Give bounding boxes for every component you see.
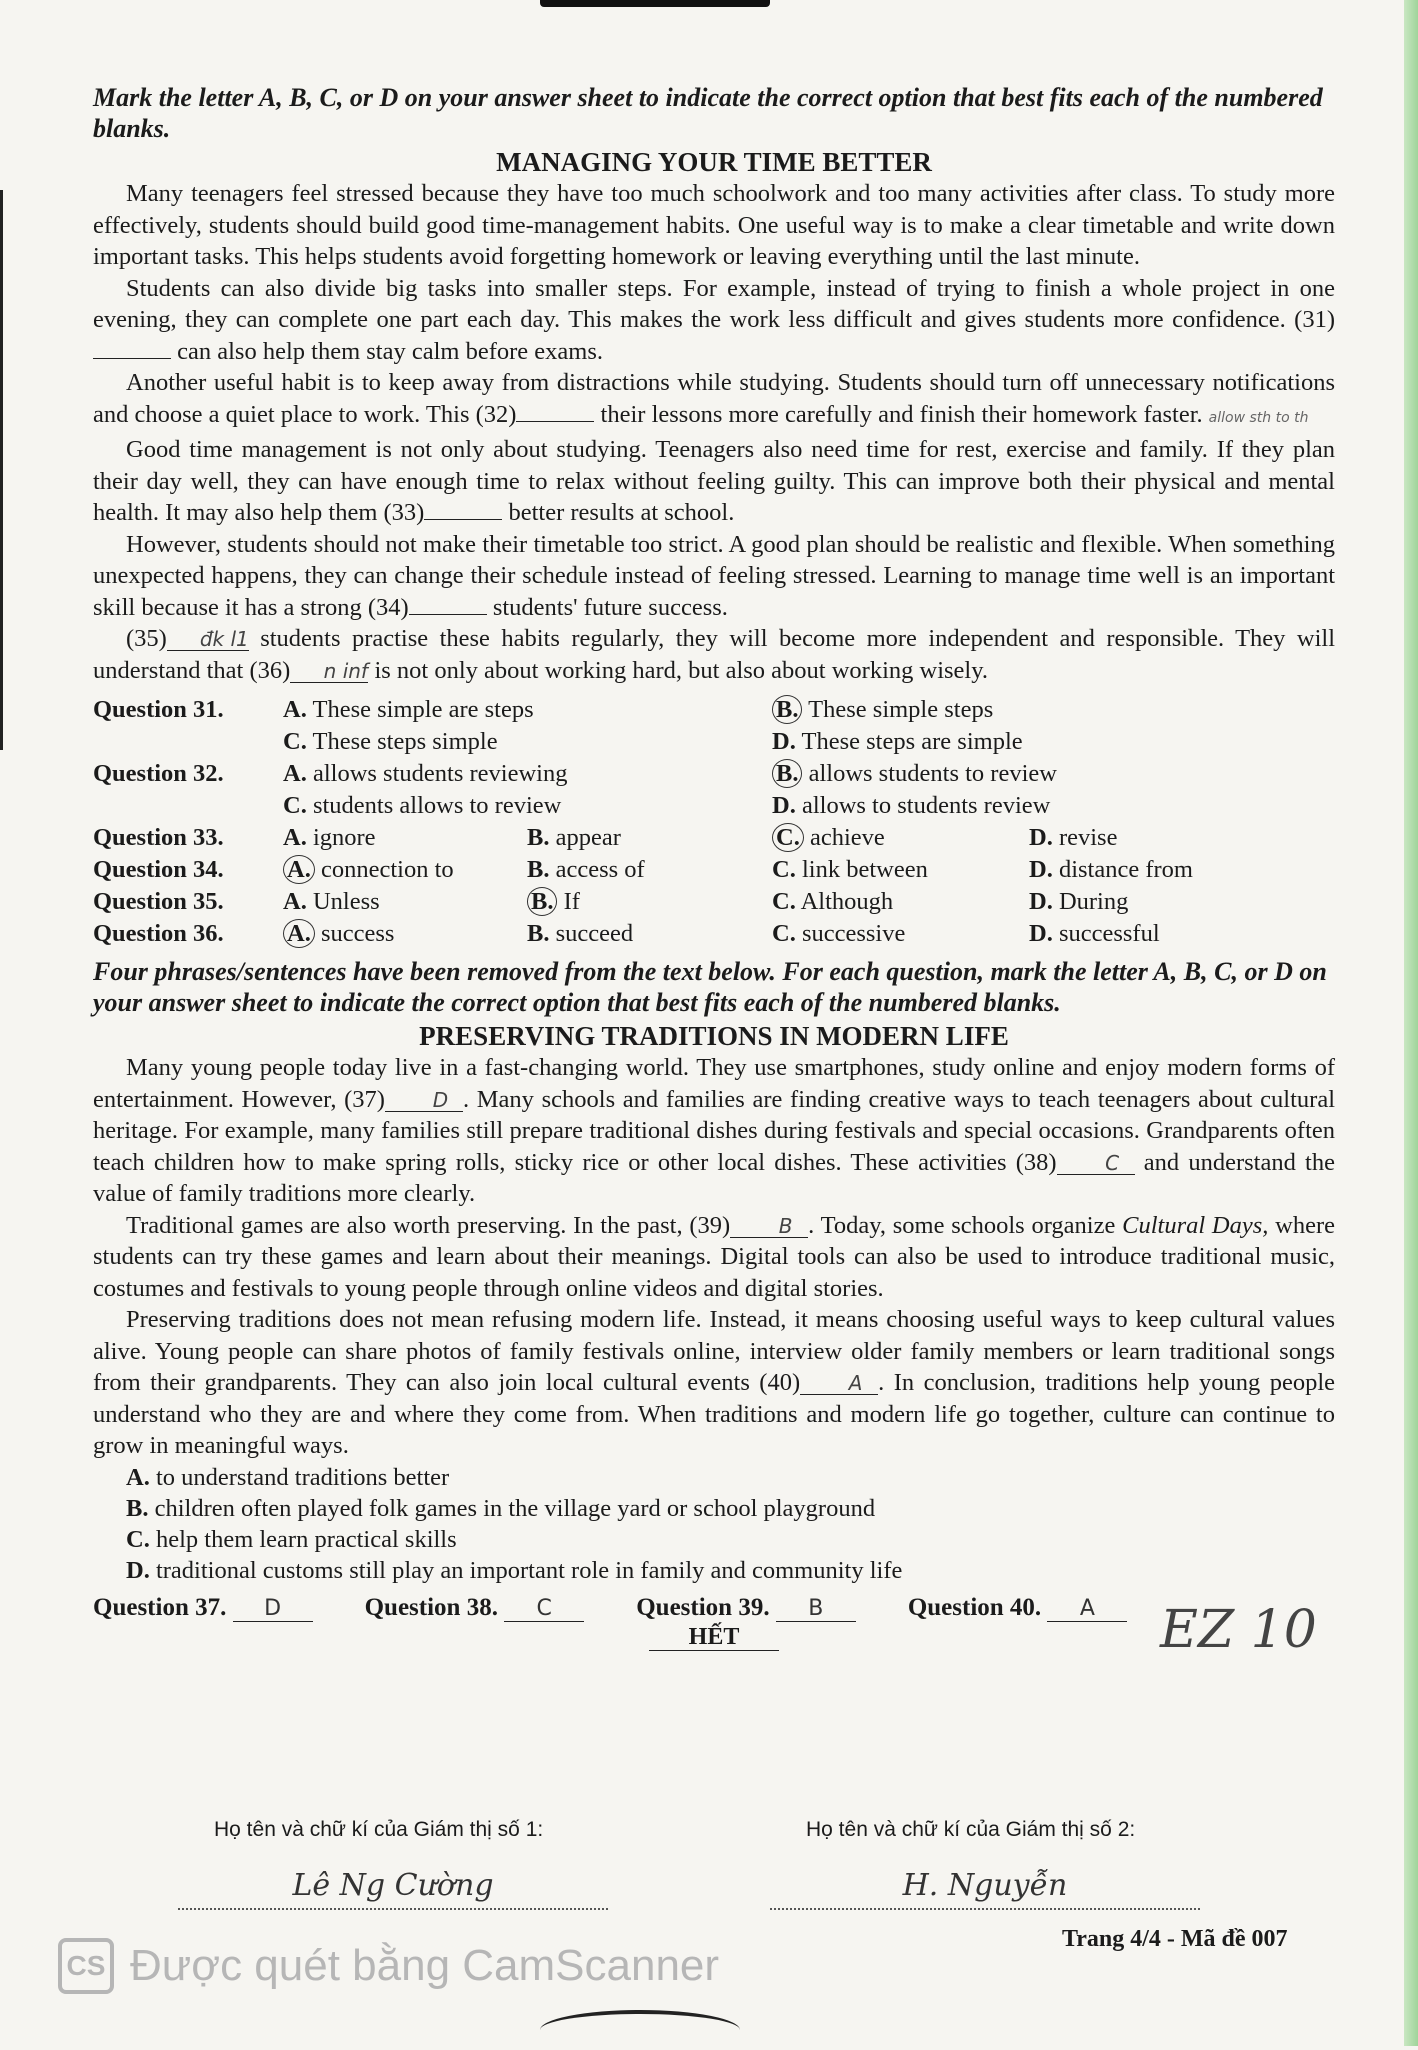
passage1-paragraph-5: However, students should not make their timetable too strict. A good plan should be realistic and flexible. When something unexpected happens, they can change their schedule instead of feeling stressed. Learning to manage time well is an important skill because it has a strong (34) students' future success. bbox=[93, 530, 1335, 621]
blank-34[interactable] bbox=[409, 614, 487, 615]
question-row bbox=[93, 694, 1329, 726]
camscanner-logo-icon: CS bbox=[58, 1938, 114, 1994]
section2-title: PRESERVING TRADITIONS IN MODERN LIFE bbox=[419, 1021, 1009, 1051]
q34-option-d[interactable]: D. distance from bbox=[1029, 856, 1193, 883]
score-note: EZ 10 bbox=[1160, 1600, 1317, 1660]
question-row bbox=[93, 758, 1329, 790]
answer-39-field[interactable]: B bbox=[776, 1596, 856, 1622]
question-number: Question 36. bbox=[93, 920, 224, 947]
scan-artifact-bottom bbox=[540, 2010, 740, 2050]
q33-option-b[interactable]: B. appear bbox=[527, 824, 621, 851]
scan-artifact-top bbox=[540, 0, 770, 7]
proctor-2-label: Họ tên và chữ kí của Giám thị số 2: bbox=[806, 1818, 1136, 1841]
q36-option-a[interactable]: A. success bbox=[283, 920, 394, 948]
question-number: Question 35. bbox=[93, 888, 224, 915]
passage2-paragraph-2: Traditional games are also worth preserving. In the past, (39) B . Today, some schools organize Cultural Days, where students can try these games and learn about their meanings. Digital tools can also be used to introduce traditional music, costumes and festivals to young people through online videos and digital stories. bbox=[93, 1211, 1335, 1302]
q32-option-d[interactable]: D. allows to students review bbox=[772, 792, 1051, 819]
page-id: Trang 4/4 - Mã đề 007 bbox=[1062, 1926, 1288, 1952]
proctor-1-label: Họ tên và chữ kí của Giám thị số 1: bbox=[214, 1818, 544, 1841]
scan-edge bbox=[1404, 0, 1418, 2046]
blank-32[interactable] bbox=[516, 421, 594, 422]
blank-31[interactable] bbox=[93, 358, 171, 359]
answer-40: Question 40. A bbox=[908, 1594, 1128, 1622]
question-number bbox=[93, 790, 283, 822]
answer-39: Question 39. B bbox=[636, 1594, 856, 1622]
proctor-2-signature: H. Nguyễn bbox=[770, 1866, 1200, 1910]
q34-option-c[interactable]: C. link between bbox=[772, 856, 928, 883]
section1-title: MANAGING YOUR TIME BETTER bbox=[496, 147, 932, 177]
question-row bbox=[93, 822, 1329, 854]
question-table bbox=[93, 694, 1329, 950]
passage2-paragraph-1: Many young people today live in a fast-changing world. They use smartphones, study online and enjoy modern forms of entertainment. However, (37) D . Many schools and families are finding creative ways to teach teenagers about cultural heritage. For example, many families still prepare traditional dishes during festivals and special occasions. Grandparents often teach children how to make spring rolls, sticky rice or other local dishes. These activities (38) C and understand the value of family traditions more clearly. bbox=[93, 1054, 1335, 1207]
answer-row bbox=[93, 1594, 1335, 1622]
section2-instruction: Four phrases/sentences have been removed from the text below. For each question, mark the letter A, B, C, or D on your answer sheet to indicate the correct option that best fits each of the numbered blanks. bbox=[93, 957, 1327, 1017]
q35-option-b[interactable]: B. If bbox=[527, 888, 580, 916]
q32-option-c[interactable]: C. students allows to review bbox=[283, 792, 562, 819]
q35-option-d[interactable]: D. During bbox=[1029, 888, 1129, 915]
ending-options bbox=[93, 1462, 1335, 1586]
passage1-paragraph-3: Another useful habit is to keep away from distractions while studying. Students should turn off unnecessary notifications and choose a quiet place to work. This (32) their lessons more carefully and finish their homework faster. allow sth to th bbox=[93, 369, 1335, 428]
answer-37-field[interactable]: D bbox=[233, 1596, 313, 1622]
blank-36[interactable]: n inf bbox=[290, 660, 368, 683]
ending-option-d[interactable]: D. traditional customs still play an important role in family and community life bbox=[126, 1556, 903, 1584]
q32-option-a[interactable]: A. allows students reviewing bbox=[283, 760, 568, 787]
question-row bbox=[93, 918, 1329, 950]
section1-instruction: Mark the letter A, B, C, or D on your answer sheet to indicate the correct option that best fits each of the numbered blanks. bbox=[93, 83, 1323, 143]
q31-option-b[interactable]: B. These simple steps bbox=[772, 696, 993, 724]
camscanner-watermark bbox=[58, 1938, 719, 1994]
ending-option-b[interactable]: B. children often played folk games in the village yard or school playground bbox=[126, 1494, 876, 1522]
blank-39[interactable]: B bbox=[730, 1215, 808, 1238]
blank-38[interactable]: C bbox=[1057, 1152, 1135, 1175]
q35-option-c[interactable]: C. Although bbox=[772, 888, 894, 915]
q35-option-a[interactable]: A. Unless bbox=[283, 888, 380, 915]
question-row bbox=[93, 726, 1329, 758]
q36-option-c[interactable]: C. successive bbox=[772, 920, 906, 947]
answer-37: Question 37. D bbox=[93, 1594, 313, 1622]
q36-option-b[interactable]: B. succeed bbox=[527, 920, 634, 947]
passage1-paragraph-6: (35) đk l1 students practise these habits regularly, they will become more independent and responsible. They will understand that (36) n inf is not only about working hard, but also about working wisely. bbox=[93, 625, 1335, 684]
blank-37[interactable]: D bbox=[385, 1089, 463, 1112]
question-number bbox=[93, 726, 283, 758]
passage1-paragraph-4: Good time management is not only about studying. Teenagers also need time for rest, exercise and family. If they plan their day well, they can have enough time to relax without feeling guilty. This can improve both their physical and mental health. It may also help them (33) better results at school. bbox=[93, 436, 1335, 526]
passage2-paragraph-3: Preserving traditions does not mean refusing modern life. Instead, it means choosing useful ways to keep cultural values alive. Young people can share photos of family festivals online, interview older family members or learn traditional songs from their grandparents. They can also join local cultural events (40) A . In conclusion, traditions help young people understand who they are and where they come from. When traditions and modern life go together, culture can continue to grow in meaningful ways. bbox=[93, 1306, 1336, 1459]
q33-option-d[interactable]: D. revise bbox=[1029, 824, 1118, 851]
question-row bbox=[93, 886, 1329, 918]
end-marker: HẾT bbox=[93, 1624, 1335, 1651]
q34-option-b[interactable]: B. access of bbox=[527, 856, 645, 883]
question-row bbox=[93, 854, 1329, 886]
ending-option-c[interactable]: C. help them learn practical skills bbox=[126, 1525, 457, 1553]
q33-option-a[interactable]: A. ignore bbox=[283, 824, 376, 851]
blank-35[interactable]: đk l1 bbox=[167, 628, 249, 651]
q33-option-c[interactable]: C. achieve bbox=[772, 824, 885, 852]
answer-38: Question 38. C bbox=[365, 1594, 585, 1622]
ending-option-a[interactable]: A. to understand traditions better bbox=[126, 1463, 450, 1491]
answer-40-field[interactable]: A bbox=[1047, 1596, 1127, 1622]
q31-option-a[interactable]: A. These simple are steps bbox=[283, 696, 534, 723]
passage1-paragraph-2: Students can also divide big tasks into smaller steps. For example, instead of trying to finish a whole project in one evening, they can complete one part each day. This makes the work less difficult and gives students more confidence. (31) can also help them stay calm before exams. bbox=[93, 274, 1335, 365]
question-row bbox=[93, 790, 1329, 822]
q36-option-d[interactable]: D. successful bbox=[1029, 920, 1160, 947]
question-number: Question 31. bbox=[93, 696, 224, 723]
q31-option-d[interactable]: D. These steps are simple bbox=[772, 728, 1023, 755]
q34-option-a[interactable]: A. connection to bbox=[283, 856, 454, 884]
answer-38-field[interactable]: C bbox=[504, 1596, 584, 1622]
handwritten-note: allow sth to th bbox=[1208, 409, 1309, 426]
q32-option-b[interactable]: B. allows students to review bbox=[772, 760, 1057, 788]
blank-40[interactable]: A bbox=[800, 1372, 878, 1395]
scan-margin-mark bbox=[0, 190, 3, 750]
proctor-1-signature: Lê Ng Cường bbox=[178, 1866, 608, 1910]
question-number: Question 32. bbox=[93, 760, 224, 787]
camscanner-text: Được quét bằng CamScanner bbox=[130, 1941, 720, 1990]
passage1-paragraph-1: Many teenagers feel stressed because they have too much schoolwork and too many activities after class. To study more effectively, students should build good time-management habits. One useful way is to make a clear timetable and write down important tasks. This helps students avoid forgetting homework or leaving everything until the last minute. bbox=[93, 180, 1335, 270]
blank-33[interactable] bbox=[424, 519, 502, 520]
q31-option-c[interactable]: C. These steps simple bbox=[283, 728, 498, 755]
exam-page bbox=[93, 82, 1335, 1651]
question-number: Question 33. bbox=[93, 824, 224, 851]
question-number: Question 34. bbox=[93, 856, 224, 883]
